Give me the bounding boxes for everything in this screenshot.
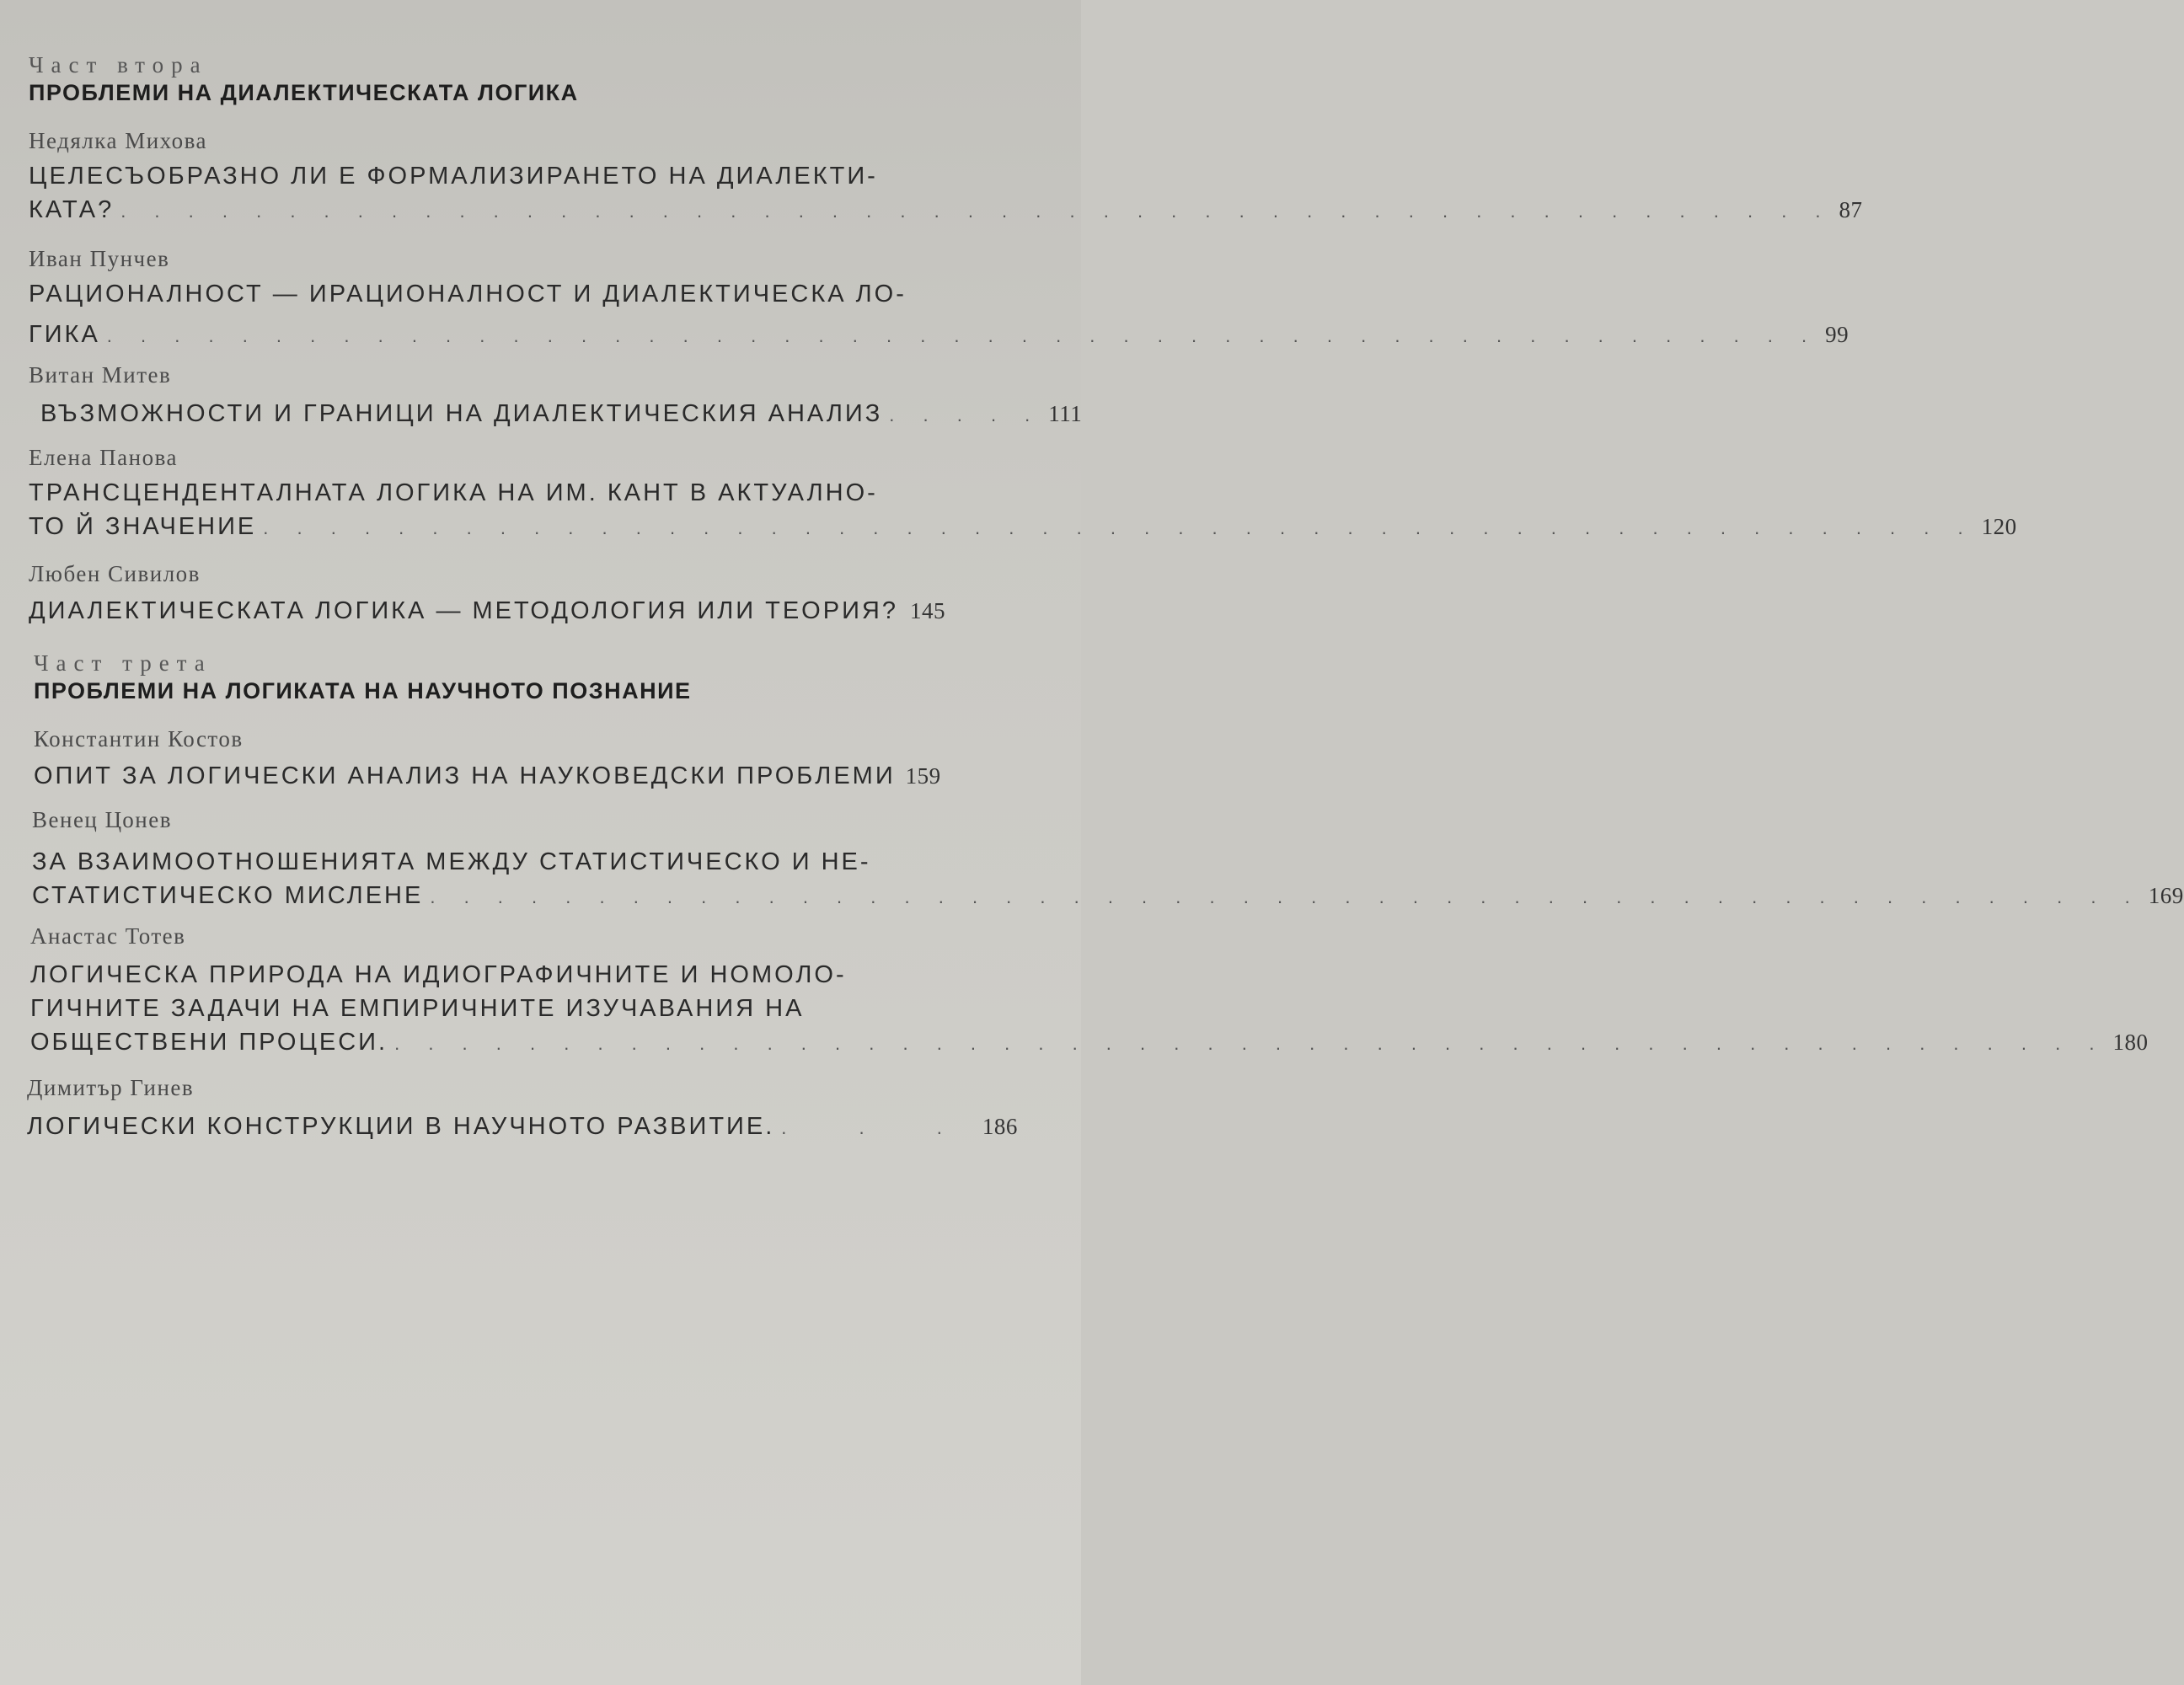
toc-entry[interactable]: [29, 445, 2017, 545]
entry-title-line: ЛОГИЧЕСКА ПРИРОДА НА ИДИОГРАФИЧНИТЕ И НОМОЛО-: [30, 961, 847, 988]
entry-page-number: 169: [2148, 883, 2184, 908]
entry-title-line: РАЦИОНАЛНОСТ — ИРАЦИОНАЛНОСТ И ДИАЛЕКТИЧЕСКА ЛО-: [29, 281, 907, 308]
entry-title-line: ТРАНСЦЕНДЕНТАЛНАТА ЛОГИКА НА ИМ. КАНТ В АКТУАЛНО-: [29, 479, 878, 506]
entry-page-number: 180: [2112, 1030, 2149, 1055]
entry-page-number: 87: [1839, 197, 1863, 222]
entry-title-end: ОБЩЕСТВЕНИ ПРОЦЕСИ.: [30, 1029, 388, 1056]
entry-last-line: [27, 1110, 1018, 1145]
leader-dots: . . . . . . . . . . . . . . . . . . . . . . . . . . . . . . . . . . . . . . . . . . . . . . . . . . .: [430, 886, 2142, 907]
leader-dots: . . .: [781, 1117, 976, 1138]
entry-page-number: 186: [982, 1114, 1018, 1139]
toc-entry[interactable]: [27, 1075, 1018, 1145]
entry-title-end: ЛОГИЧЕСКИ КОНСТРУКЦИИ В НАУЧНОТО РАЗВИТИЕ.: [27, 1113, 775, 1140]
entry-title-line: ЦЕЛЕСЪОБРАЗНО ЛИ Е ФОРМАЛИЗИРАНЕТО НА ДИАЛЕКТИ-: [29, 163, 878, 190]
part-label: Част трета: [34, 650, 212, 676]
entry-title-end: СТАТИСТИЧЕСКО МИСЛЕНЕ: [32, 882, 424, 909]
entry-page-number: 145: [910, 598, 945, 623]
entry-last-line: [29, 594, 1002, 628]
entry-author: Елена Панова: [29, 445, 178, 470]
toc-entry[interactable]: [34, 726, 1011, 793]
toc-entry[interactable]: [29, 128, 1863, 228]
entry-author: Иван Пунчев: [29, 246, 170, 271]
part-label: Част втора: [29, 52, 208, 78]
entry-author: Венец Цонев: [32, 807, 172, 832]
entry-author: Недялка Михова: [29, 128, 208, 153]
entry-last-line: [29, 318, 1849, 353]
toc-entry[interactable]: [30, 923, 2149, 1061]
entry-last-line: [29, 397, 1083, 432]
entry-title-end: ТО Й ЗНАЧЕНИЕ: [29, 513, 257, 540]
entry-title-end: ОПИТ ЗА ЛОГИЧЕСКИ АНАЛИЗ НА НАУКОВЕДСКИ ПРОБЛЕМИ: [34, 762, 896, 789]
entry-last-line: [29, 193, 1863, 228]
entry-author: Анастас Тотев: [30, 923, 186, 949]
entry-author: Константин Костов: [34, 726, 244, 752]
leader-dots: . . . . . . . . . . . . . . . . . . . . . . . . . . . . . . . . . . . . . . . . . . . . . . . . . . .: [394, 1033, 2106, 1054]
entry-page-number: 99: [1825, 322, 1849, 347]
entry-last-line: [29, 510, 2017, 545]
entry-author: Любен Сивилов: [29, 561, 201, 586]
toc-entry[interactable]: [29, 561, 1006, 628]
entry-title-end: ГИКА: [29, 321, 100, 348]
entry-title-end: ВЪЗМОЖНОСТИ И ГРАНИЦИ НА ДИАЛЕКТИЧЕСКИЯ АНАЛИЗ: [40, 400, 883, 427]
part-header: [34, 650, 1011, 704]
toc-entry[interactable]: [32, 807, 2184, 914]
leader-dots: . . . . . . . . . . . . . . . . . . . . . . . . . . . . . . . . . . . . . . . . . . . . . . . . . . .: [106, 325, 1819, 346]
leader-dots: . . . . .: [889, 404, 1042, 425]
entry-title-end: КАТА?: [29, 196, 115, 223]
entry-author: Димитър Гинев: [27, 1075, 195, 1100]
toc-entry[interactable]: [29, 246, 1849, 353]
entry-title-line: ЗА ВЗАИМООТНОШЕНИЯТА МЕЖДУ СТАТИСТИЧЕСКО И НЕ-: [32, 848, 871, 875]
part-title: ПРОБЛЕМИ НА ЛОГИКАТА НА НАУЧНОТО ПОЗНАНИЕ: [34, 678, 692, 703]
part-header: [29, 52, 1006, 106]
entry-last-line: [34, 759, 994, 793]
entry-last-line: [32, 879, 2184, 914]
entry-page-number: 120: [1981, 514, 2017, 539]
entry-page-number: 159: [905, 763, 941, 789]
toc-entry[interactable]: [29, 362, 1083, 432]
entry-title-end: ДИАЛЕКТИЧЕСКАТА ЛОГИКА — МЕТОДОЛОГИЯ ИЛИ ТЕОРИЯ?: [29, 597, 898, 624]
entry-title-line: ГИЧНИТЕ ЗАДАЧИ НА ЕМПИРИЧНИТЕ ИЗУЧАВАНИЯ НА: [30, 995, 805, 1022]
entry-page-number: 111: [1048, 401, 1083, 426]
leader-dots: . . . . . . . . . . . . . . . . . . . . . . . . . . . . . . . . . . . . . . . . . . . . . . . . . . .: [120, 201, 1833, 222]
leader-dots: . . . . . . . . . . . . . . . . . . . . . . . . . . . . . . . . . . . . . . . . . . . . . . . . . . .: [263, 517, 1975, 538]
part-title: ПРОБЛЕМИ НА ДИАЛЕКТИЧЕСКАТА ЛОГИКА: [29, 80, 579, 105]
entry-author: Витан Митев: [29, 362, 172, 388]
entry-last-line: [30, 1025, 2149, 1061]
